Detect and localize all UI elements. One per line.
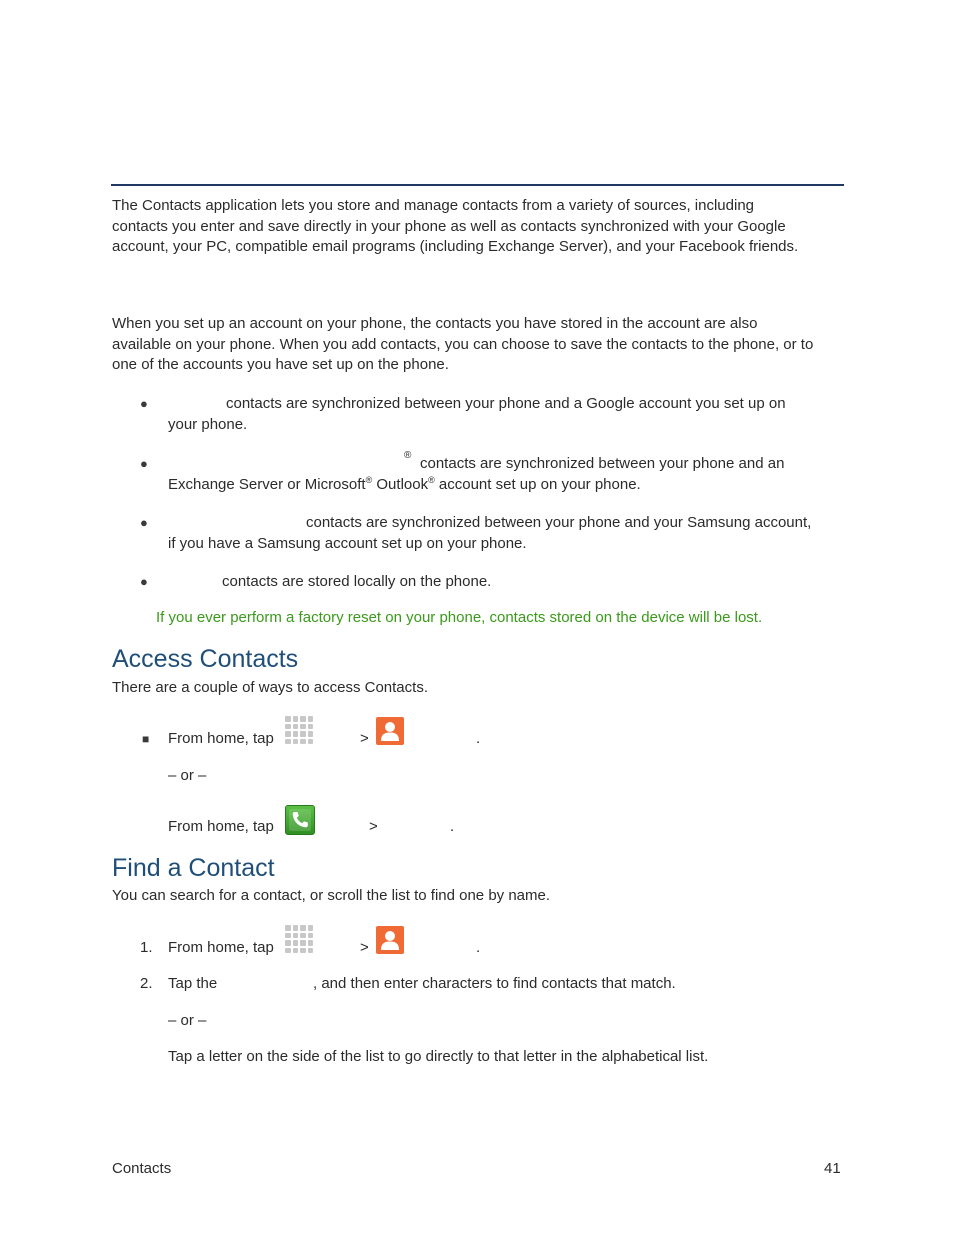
accounts-line: When you set up an account on your phone, the contacts you have stored in the account are also <box>112 315 758 332</box>
exchange-text: Exchange Server or Microsoft <box>168 475 366 493</box>
bullet-glyph: ● <box>140 456 148 471</box>
square-bullet: ■ <box>142 732 150 746</box>
heading-access-contacts: Access Contacts <box>112 645 299 673</box>
gt-separator: > <box>369 818 378 835</box>
step-number: 2. <box>140 975 153 992</box>
exchange-text: Outlook <box>372 475 429 493</box>
intro-line: The Contacts application lets you store and manage contacts from a variety of sources, including <box>112 197 755 214</box>
intro-line: contacts you enter and save directly in your phone as well as contacts synchronized with your Google <box>112 217 786 235</box>
factory-reset-note: If you ever perform a factory reset on your phone, contacts stored on the device will be lost. <box>156 609 763 626</box>
contacts-app-icon[interactable] <box>376 717 404 745</box>
registered-mark: ® <box>365 474 373 485</box>
access-step-text: From home, tap <box>168 818 274 835</box>
accounts-line: one of the accounts you have set up on the phone. <box>112 356 449 373</box>
bullet-glyph: ● <box>140 396 148 411</box>
registered-mark: ® <box>404 450 412 461</box>
or-separator: – or – <box>168 1012 207 1029</box>
bullet-google-line: your phone. <box>168 415 248 433</box>
bullet-exchange <box>168 454 848 495</box>
registered-mark: ® <box>428 474 435 485</box>
find-step-text: , and then enter characters to find contacts that match. <box>313 975 676 992</box>
bullet-samsung-line: if you have a Samsung account set up on your phone. <box>168 534 527 552</box>
or-separator: – or – <box>168 767 207 784</box>
find-step-text: Tap the <box>168 975 218 992</box>
accounts-line: available on your phone. When you add contacts, you can choose to save the contacts to the phone, or to <box>112 335 814 353</box>
apps-grid-icon[interactable] <box>285 716 313 744</box>
heading-find-contact: Find a Contact <box>112 854 275 882</box>
bullet-exchange-line: contacts are synchronized between your phone and an <box>420 455 785 472</box>
accounts-paragraph <box>112 314 847 376</box>
intro-line: account, your PC, compatible email programs (including Exchange Server), and your Facebook friends. <box>112 238 799 255</box>
bullet-exchange-line <box>168 475 848 496</box>
contacts-app-icon[interactable] <box>376 926 404 954</box>
access-intro: There are a couple of ways to access Contacts. <box>112 679 428 696</box>
gt-separator: > <box>360 939 369 956</box>
bullet-glyph: ● <box>140 515 148 530</box>
bullet-google-line: contacts are synchronized between your phone and a Google account you set up on <box>226 395 786 412</box>
gt-separator: > <box>360 730 369 747</box>
find-step-text: From home, tap <box>168 939 274 956</box>
access-step-text: From home, tap <box>168 730 274 747</box>
period: . <box>476 939 481 956</box>
bullet-google <box>168 394 848 435</box>
chapter-rule <box>111 184 844 186</box>
footer-page-number: 41 <box>824 1160 841 1177</box>
footer-section: Contacts <box>112 1160 172 1177</box>
find-alt-text: Tap a letter on the side of the list to go directly to that letter in the alphabetical list. <box>168 1048 709 1065</box>
bullet-samsung <box>168 513 848 554</box>
bullet-device <box>168 572 848 593</box>
intro-paragraph <box>112 196 847 258</box>
phone-app-icon[interactable] <box>285 805 315 835</box>
period: . <box>476 730 481 747</box>
apps-grid-icon[interactable] <box>285 925 313 953</box>
exchange-text: account set up on your phone. <box>434 475 641 493</box>
step-number: 1. <box>140 939 153 956</box>
bullet-device-line: contacts are stored locally on the phone. <box>222 573 492 590</box>
period: . <box>450 818 455 835</box>
bullet-samsung-line: contacts are synchronized between your phone and your Samsung account, <box>306 514 812 531</box>
bullet-glyph: ● <box>140 574 148 589</box>
find-intro: You can search for a contact, or scroll the list to find one by name. <box>112 887 551 904</box>
